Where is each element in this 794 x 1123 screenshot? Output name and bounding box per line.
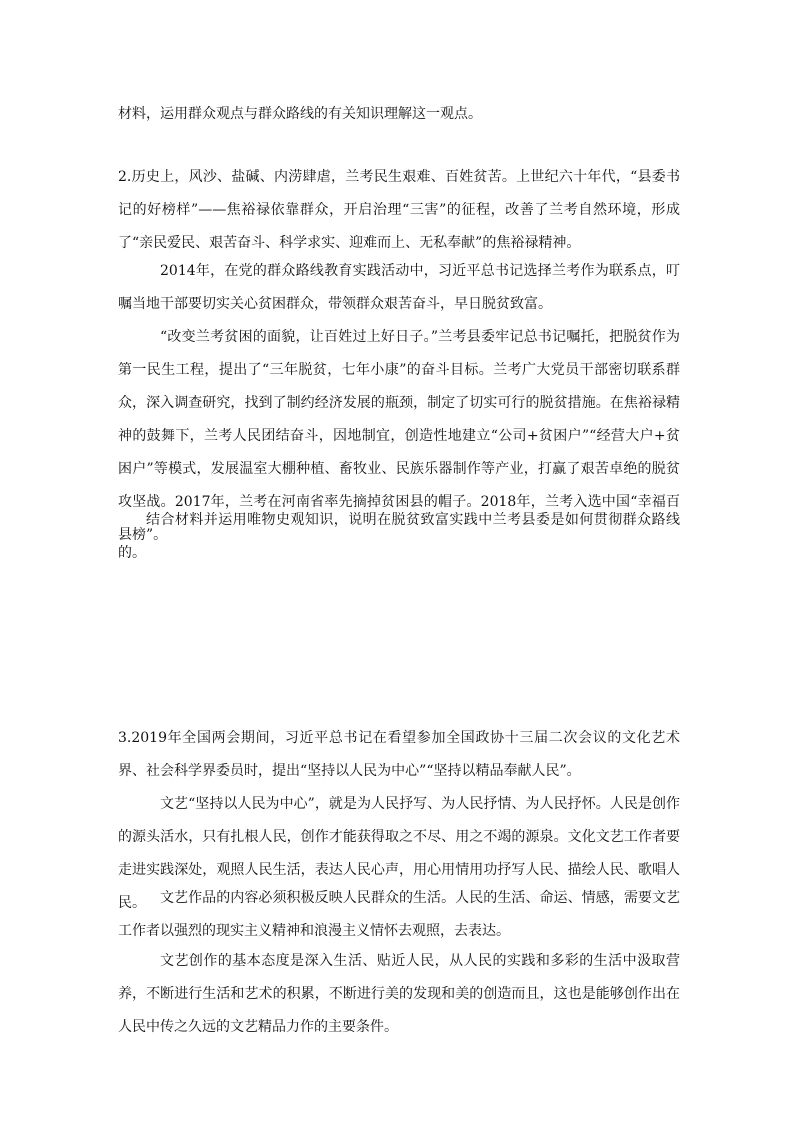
q2-question: 结合材料并运用唯物史观知识，说明在脱贫致富实践中兰考县委是如何贯彻群众路线的。 <box>118 512 680 561</box>
q2-paragraph-1: 2.历史上，风沙、盐碱、内涝肆虐，兰考民生艰难、百姓贫苦。上世纪六十年代，“县委书记的好榜样”——焦裕禄依靠群众，开启治理“三害”的征程，改善了兰考自然环境，形成了“亲民爱民、艰苦奋斗、科学求实、迎难而上、无私奉献”的焦裕禄精神。 <box>118 169 680 251</box>
q3-paragraph-2: 文艺“坚持以人民为中心”，就是为人民抒写、为人民抒情、为人民抒怀。人民是创作的源头活水，只有扎根人民，创作才能获得取之不尽、用之不竭的源泉。文化文艺工作者要走进实践深处，观照人民生活，表达人民心声，用心用情用功抒写人民、描绘人民、歌唱人民。 <box>118 796 680 911</box>
intro-tail-text: 材料，运用群众观点与群众路线的有关知识理解这一观点。 <box>118 106 482 122</box>
q2-paragraph-3: “改变兰考贫困的面貌，让百姓过上好日子。”兰考县委牢记总书记嘱托，把脱贫作为第一民生工程，提出了“三年脱贫，七年小康”的奋斗目标。兰考广大党员干部密切联系群众，深入调查研究，找到了制约经济发展的瓶颈，制定了切实可行的脱贫措施。在焦裕禄精神的鼓舞下，兰考人民团结奋斗，因地制宜，创造性地建立“公司+贫困户”“经营大户+贫困户”等模式，发展温室大棚种植、畜牧业、民族乐器制作等产业，打赢了艰苦卓绝的脱贫攻坚战。2017年，兰考在河南省率先摘掉贫困县的帽子。2018年，兰考入选中国“幸福百县榜”。 <box>118 329 680 543</box>
q3-paragraph-3: 文艺作品的内容必须积极反映人民群众的生活。人民的生活、命运、情感，需要文艺工作者以强烈的现实主义精神和浪漫主义情怀去观照，去表达。 <box>118 890 680 939</box>
q2-paragraph-2: 2014年，在党的群众路线教育实践活动中，习近平总书记选择兰考作为联系点，叮嘱当地干部要切实关心贫困群众，带领群众艰苦奋斗，早日脱贫致富。 <box>118 263 680 312</box>
q3-paragraph-4: 文艺创作的基本态度是深入生活、贴近人民，从人民的实践和多彩的生活中汲取营养，不断进行生活和艺术的积累，不断进行美的发现和美的创造而且，这也是能够创作出在人民中传之久远的文艺精品力作的主要条件。 <box>118 953 680 1035</box>
q3-paragraph-1: 3.2019年全国两会期间，习近平总书记在看望参加全国政协十三届二次会议的文化艺术界、社会科学界委员时，提出“坚持以人民为中心”“坚持以精品奉献人民”。 <box>118 730 680 779</box>
